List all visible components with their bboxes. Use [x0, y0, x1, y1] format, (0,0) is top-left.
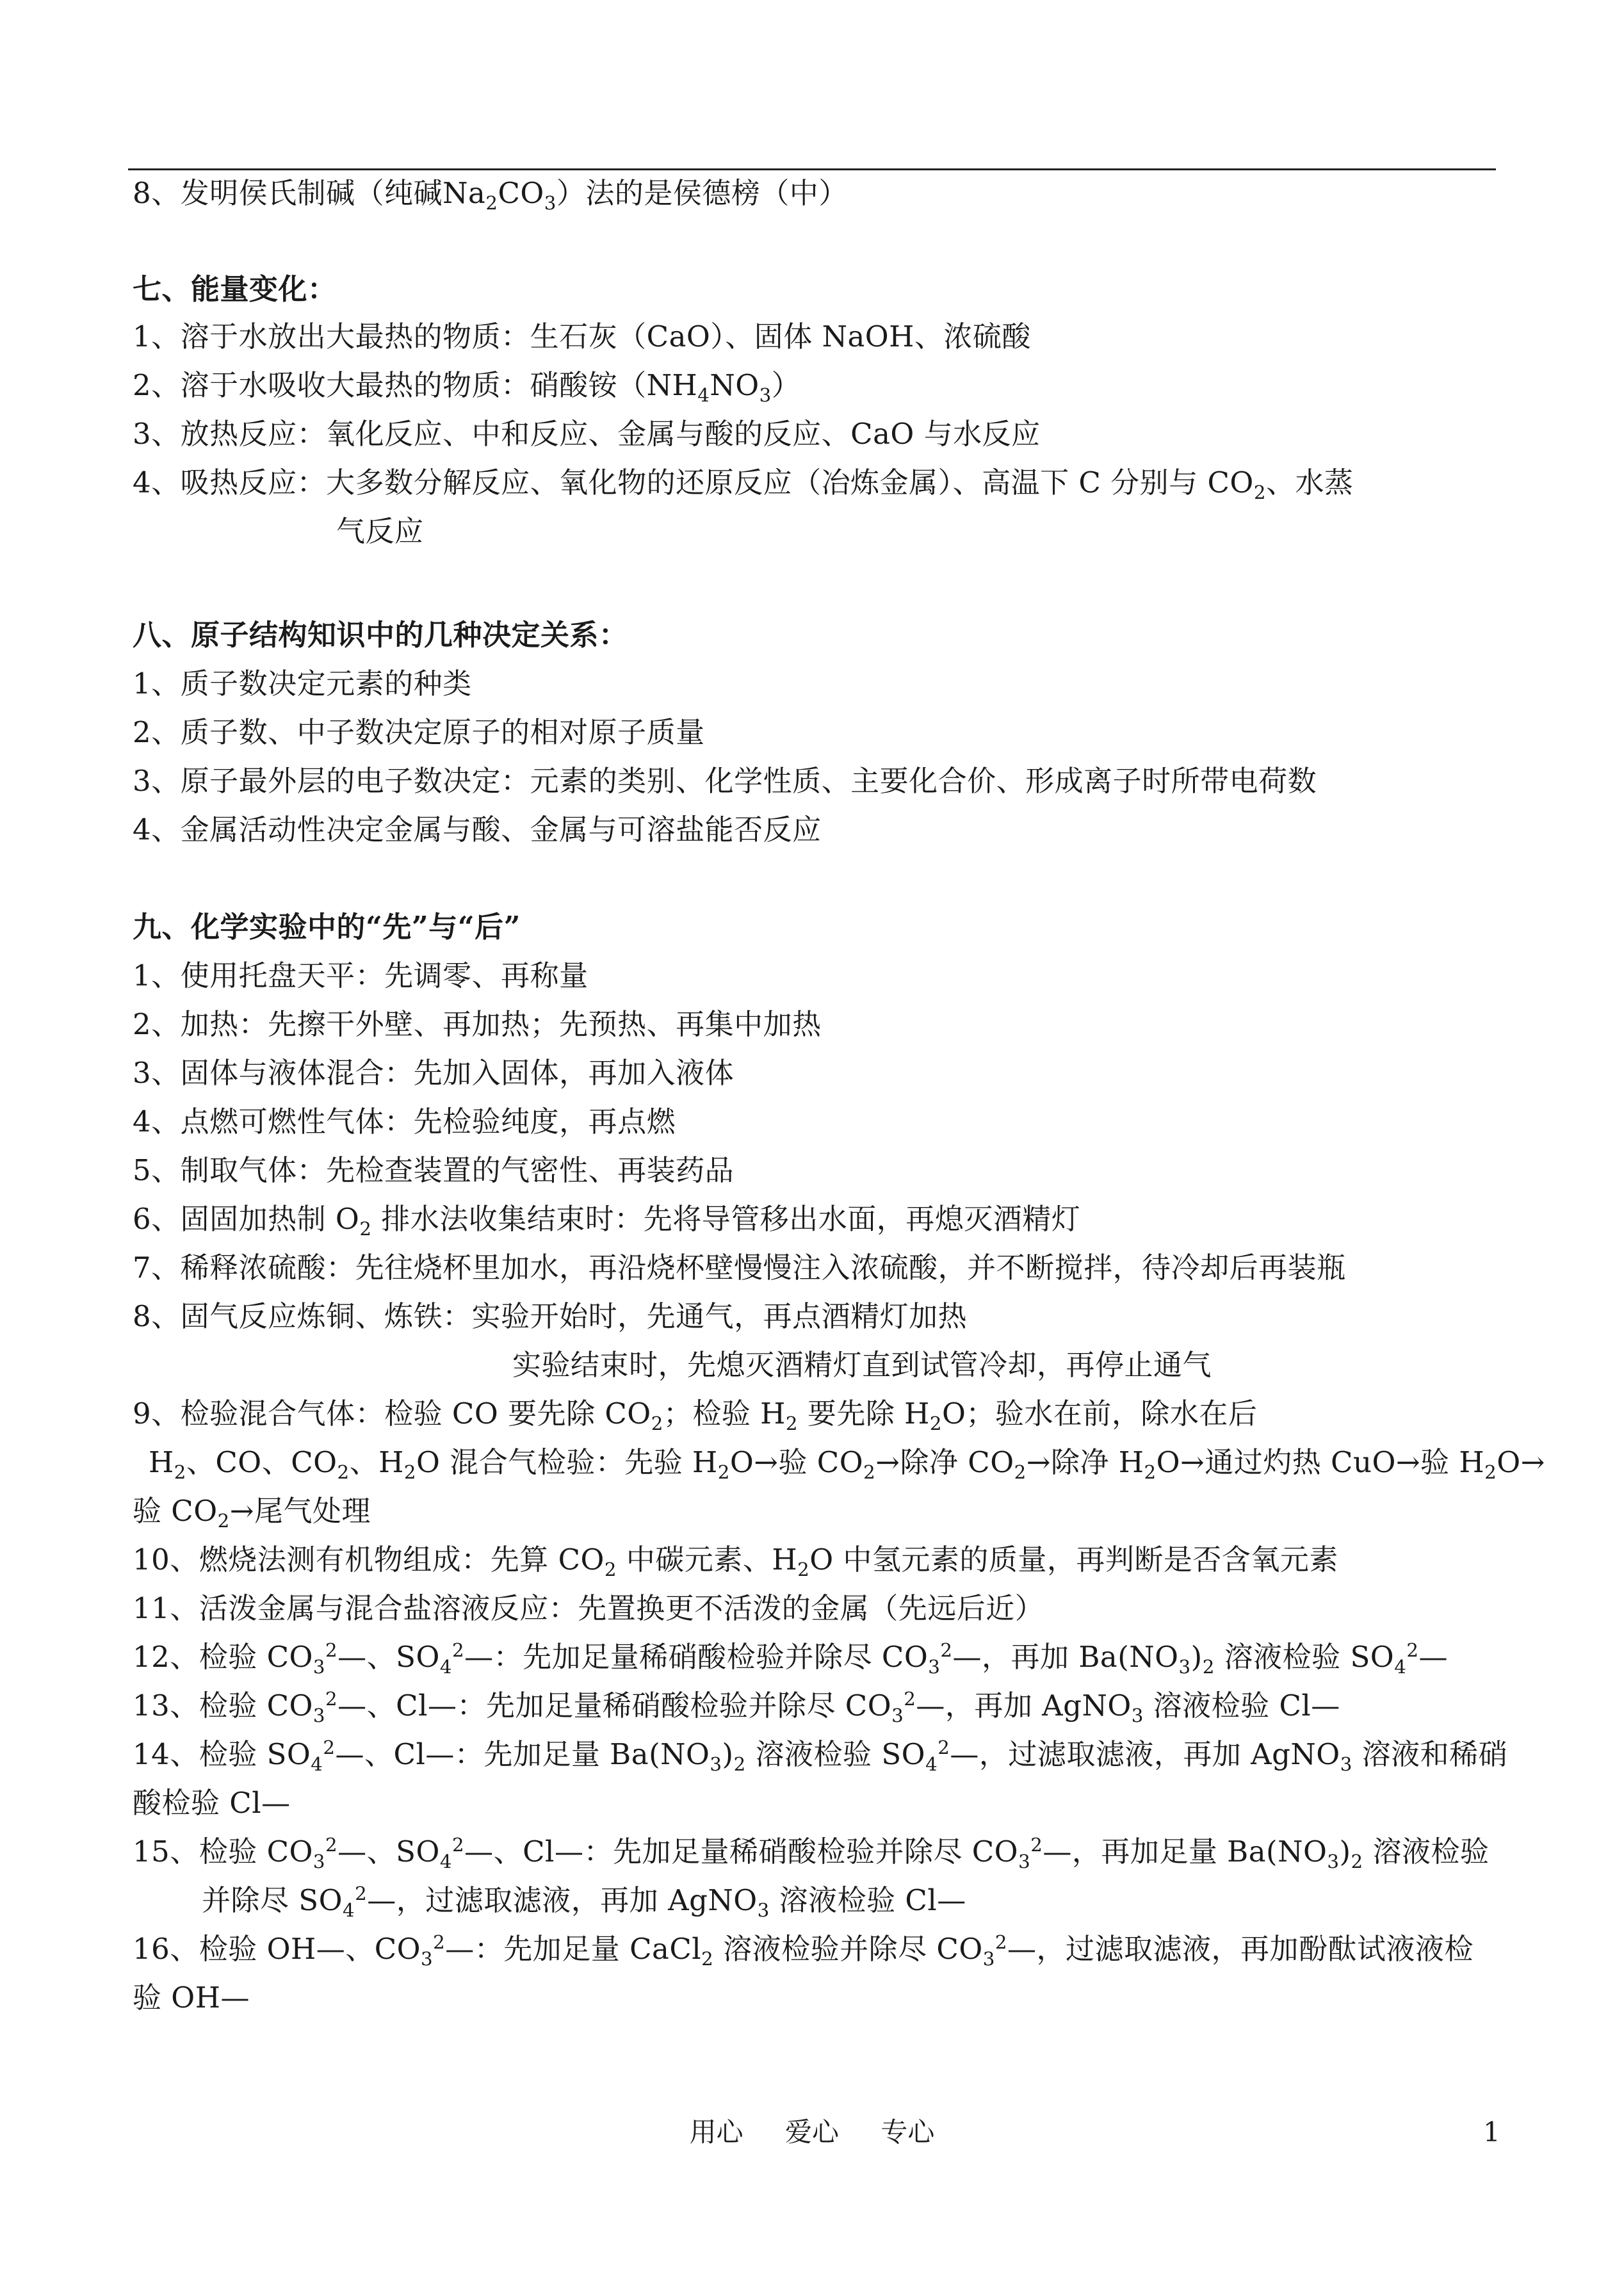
text-line: 2、质子数、中子数决定原子的相对原子质量: [133, 715, 705, 749]
section-heading: 八、原子结构知识中的几种决定关系：: [133, 618, 628, 652]
text-line: $H_2$、CO、$CO_2$、$H_2O$ 混合气检验：先验 $H_2O\to$验 $CO_2\to$除净 $CO_2\to$除净 $H_2O\to$通过灼热 CuO→验 $H_2O\to$: [149, 1445, 1545, 1483]
text-line: 验 $CO_2\to$尾气处理: [133, 1494, 371, 1532]
text-line: 12、检验 $CO_3^2—$、$SO_4^2—$：先加足量稀硝酸检验并除尽 $CO_3^2—$，再加 $Ba(NO_3)_2$ 溶液检验 $SO_4^2—$: [133, 1639, 1448, 1678]
text-line: 2、溶于水吸收大最热的物质：硝酸铵$(NH_4NO_3)$: [133, 368, 801, 406]
text-line: 6、固固加热制 $O_2$ 排水法收集结束时：先将导管移出水面，再熄灭酒精灯: [133, 1202, 1081, 1240]
page-footer: [0, 2113, 1624, 2152]
section-heading: 九、化学实验中的“先”与“后”: [133, 910, 521, 944]
text-line: 4、点燃可燃性气体：先检验纯度，再点燃: [133, 1105, 676, 1139]
text-line: 5、制取气体：先检查装置的气密性、再装药品: [133, 1153, 735, 1187]
text-line: 4、金属活动性决定金属与酸、金属与可溶盐能否反应: [133, 813, 822, 847]
text-line: 3、原子最外层的电子数决定：元素的类别、化学性质、主要化合价、形成离子时所带电荷数: [133, 764, 1317, 798]
text-line: 4、吸热反应：大多数分解反应、氧化物的还原反应（冶炼金属）、高温下 C 分别与 $CO_2$、水蒸: [133, 466, 1354, 503]
text-line: 9、检验混合气体：检验 CO 要先除 $CO_2$；检验 $H_2$ 要先除 $H_2O$；验水在前，除水在后: [133, 1397, 1258, 1434]
text-line: 8、固气反应炼铜、炼铁：实验开始时，先通气，再点酒精灯加热: [133, 1299, 968, 1333]
text-line: 1、质子数决定元素的种类: [133, 667, 472, 701]
text-line: 1、溶于水放出大最热的物质：生石灰（CaO）、固体 NaOH、浓硫酸: [133, 320, 1031, 353]
text-line: 3、放热反应：氧化反应、中和反应、金属与酸的反应、CaO 与水反应: [133, 417, 1041, 451]
text-line: 1、使用托盘天平：先调零、再称量: [133, 959, 589, 993]
text-line: 2、加热：先擦干外壁、再加热；先预热、再集中加热: [133, 1007, 822, 1041]
text-line: 酸检验 Cl—: [133, 1786, 291, 1820]
header-rule: [128, 168, 1496, 170]
text-line: 10、燃烧法测有机物组成：先算 $CO_2$ 中碳元素、$H_2O$ 中氢元素的质量，再判断是否含氧元素: [133, 1543, 1338, 1580]
text-line: 并除尽 $SO_4^2—$，过滤取滤液，再加 AgNO$_3$ 溶液检验 Cl—: [202, 1883, 966, 1921]
text-line: 13、检验 $CO_3^2—$、Cl—：先加足量稀硝酸检验并除尽 $CO_3^2—$，再加 AgNO$_3$ 溶液检验 Cl—: [133, 1688, 1340, 1726]
text-line: 15、检验 $CO_3^2—$、$SO_4^2—$、Cl—：先加足量稀硝酸检验并除尽 $CO_3^2—$，再加足量 $Ba(NO_3)_2$ 溶液检验: [133, 1834, 1490, 1872]
text-line: 气反应: [336, 514, 424, 548]
text-line: 验 OH—: [133, 1981, 250, 2015]
text-line: 实验结束时，先熄灭酒精灯直到试管冷却，再停止通气: [512, 1348, 1212, 1382]
text-line: 14、检验 $SO_4^2—$、Cl—：先加足量 $Ba(NO_3)_2$ 溶液检验 $SO_4^2—$，过滤取滤液，再加 AgNO$_3$ 溶液和稀硝: [133, 1737, 1508, 1775]
footer-word: 用心: [689, 2116, 743, 2148]
page-number: 1: [1483, 2116, 1500, 2148]
text-line: 7、稀释浓硫酸：先往烧杯里加水，再沿烧杯壁慢慢注入浓硫酸，并不断搅拌，待冷却后再装瓶: [133, 1251, 1346, 1285]
text-line: 16、检验 OH—、$CO_3^2—$：先加足量 CaCl$_2$ 溶液检验并除尽 $CO_3^2—$，过滤取滤液，再加酚酞试液液检: [133, 1931, 1474, 1970]
footer-word: 专心: [881, 2116, 935, 2148]
text-line: 8、发明侯氏制碱（纯碱$Na_2CO_3$）法的是侯德榜（中）: [133, 176, 848, 214]
footer-word: 爱心: [784, 2116, 839, 2148]
text-line: 11、活泼金属与混合盐溶液反应：先置换更不活泼的金属（先远后近）: [133, 1591, 1044, 1625]
text-line: 3、固体与液体混合：先加入固体，再加入液体: [133, 1056, 735, 1090]
section-heading: 七、能量变化：: [133, 272, 337, 306]
